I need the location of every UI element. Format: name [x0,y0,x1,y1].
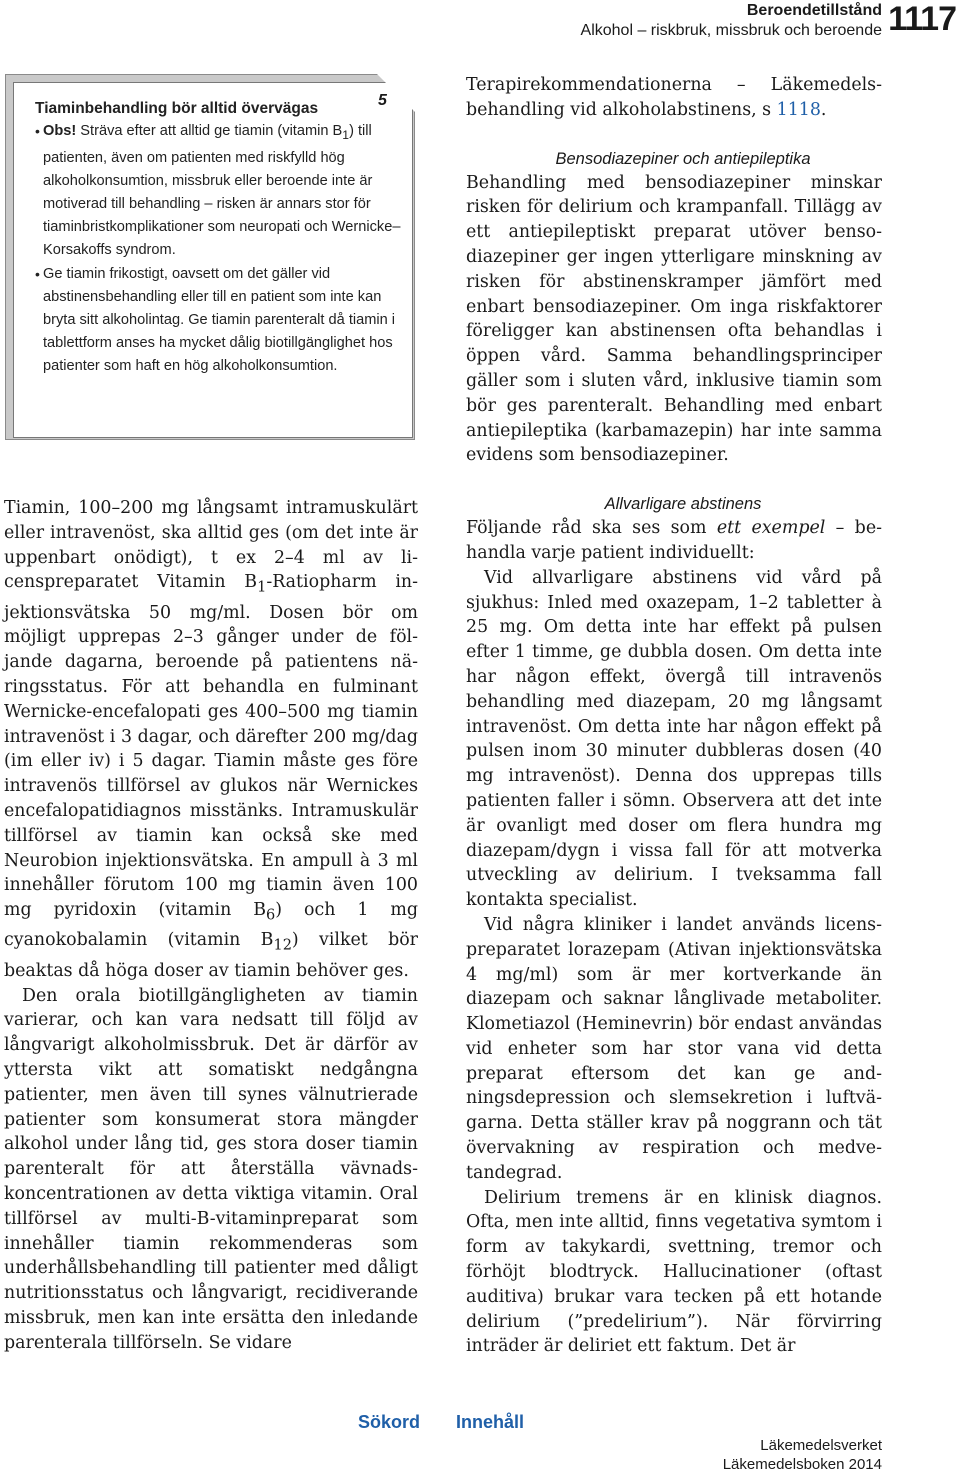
fact-box-content [35,97,405,378]
header-subtitle: Alkohol – riskbruk, missbruk och beroende [580,22,882,39]
body-paragraph: Vid allvarligare abstinens vid vård på sjukhus: Inled med oxazepam, 1–2 tabletter à 25 mg. Om detta inte har effekt på pulsen efter 1 timme, ge dubbla dosen. Om detta inte har någon effekt, övergå till intravenös behandling med diazepam, 20 mg långsamt intravenöst. Om detta inte har någon effekt på pulsen inom 30 minuter dubbleras dosen (40 mg intravenöst). Denna dos upprepas tills patienten faller i sömn. Observera att det inte är ovanligt med doser om flera hundra mg diazepam/dygn i vissa fall för att motverka utveckling av delirium. I tveksamma fall kontakta specialist. [466,567,882,911]
footer-navigation [358,1412,560,1433]
subscript: 1 [257,579,267,596]
body-paragraph [466,516,882,566]
text-run: . [820,99,827,120]
footer-publisher: Läkemedelsverket [760,1437,882,1454]
text-run: – behandla varje patient individuellt: [466,518,882,563]
subheading: Bensodiazepiner och antiepileptika [555,149,811,168]
subheading: Allvarligare abstinens [604,495,762,514]
fact-box [5,74,415,440]
right-column [466,73,882,1359]
footer-book-title: Läkemedelsboken 2014 [722,1456,882,1473]
header-section-title: Beroendetillstånd [746,2,882,19]
fact-box-level-number: 5 [378,92,387,109]
fact-box-title: Tiaminbehandling bör alltid övervägas [35,100,319,117]
text-run: ) och 1 mg cyanokobalamin (vitamin B [4,900,418,951]
body-paragraph: Delirium tremens är en klinisk diagnos. Ofta, men inte alltid, finns vegetativa symtom i form av takykardi, svettning, tremor och förhöjt blodtryck. Hallucinationer (oftast auditiva) brukar vara tecken på ett hotande delirium (”predelirium”). När förvirring inträder är deliriet ett faktum. Det är [466,1187,882,1357]
text-run: Tiamin, 100–200 mg långsamt intramuskulärt eller intravenöst, ska alltid ges (om det inte är uppenbart onödigt), t ex 2–4 ml av licenspreparatet Vitamin B [4,498,418,593]
subscript: 1 [342,128,350,142]
obs-label: Obs! [43,123,77,140]
text-run: ) vilket bör beaktas då höga doser av tiamin behöver ges. [4,930,418,981]
subscript: 12 [273,937,292,954]
text-run: Terapirekommendationerna – Läkemedelsbehandling vid alkoholabstinens, s [466,75,882,120]
body-paragraph [466,73,882,123]
page-number: 1117 [888,0,956,38]
search-index-link[interactable]: Sökord [358,1412,421,1432]
emphasis: ett exempel [716,518,826,539]
left-column [4,496,418,1356]
fact-box-bullet: • Ge tiamin frikostigt, oavsett om det gäller vid abstinensbehandling eller till en patient som inte kan bryta sitt alkoholintag. Ge tiamin parenteralt då tiamin i tablettform anses ha mycket dålig biotillgänglighet hos patienter som haft en hög alkoholkonsumtion. [43,263,405,378]
bullet-text: Sträva efter att alltid ge tiamin (vitamin B [76,123,343,140]
body-paragraph: Vid några kliniker i landet används licenspreparatet lorazepam (Ativan injektionsvätska 4 mg/ml) som är mer kortverkande än diazepam och saknar långlivade metaboliter. Klometiazol (Heminevrin) bör endast användas vid enheter som har stor vana vid detta preparat eftersom det kan ge andningsdepression och slemsekretion i luftvägarna. Detta ställer krav på noggrann och tät övervakning av respiration och medvetandegrad. [466,914,882,1183]
page-reference-link[interactable]: 1118 [776,99,821,120]
body-paragraph: Den orala biotillgängligheten av tiamin varierar, och kan vara nedsatt till följd av långvarigt alkoholmissbruk. Det är därför av yttersta vikt att somatiskt nedgångna patienter, men även till synes välnutrierade patienter som konsumerat stora mängder alkohol under lång tid, ges stora doser tiamin parenteralt för att återställa vävnadskoncentrationen av detta viktiga vitamin. Oral tillförsel av multi-B-vitaminpreparat som innehåller tiamin rekommenderas som underhållsbehandling till patienter med dåligt nutritionsstatus och långvarigt, recidiverande missbruk, men kan inte ersätta den inledande parenterala tillförseln. Se vidare [4,985,418,1353]
spacer [466,123,882,147]
body-paragraph [4,496,418,984]
subscript: 6 [266,907,276,924]
body-paragraph: Behandling med bensodiazepiner minskar risken för delirium och krampanfall. Tillägg av ett antiepileptiskt preparat utöver bensodiazepiner ger ingen ytterligare minskning av risken för abstinenskramper jämfört med enbart bensodiazepiner. Om inga riskfaktorer föreligger kan abstinensen ofta behandlas i öppen vård. Samma behandlingsprinciper gäller som i sluten vård, inklusive tiamin som bör ges parenteralt. Behandling med enbart antiepileptika (karbamazepin) har inte samma evidens som bensodiazepiner. [466,172,882,466]
bullet-text: ) till patienten, även om patienten med riskfylld hög alkoholkonsumtion, missbruk eller beroende inte är motiverad till behandling – risken är annars stor för tiaminbristkomplikationer som neuropati och Wernicke–Korsakoffs syndrom. [43,123,401,259]
text-run: -Ratiopharm injektionsvätska 50 mg/ml. Dosen bör om möjligt upprepas 2–3 gånger under de följande dagarna, beroende på patientens näringsstatus. För att behandla en fulminant Wernicke-encefalopati ges 400–500 mg tiamin intravenöst i 3 dagar, och därefter 200 mg/dag (im eller iv) i 5 dagar. Tiamin måste ges före intravenös tillförsel av glukos när Wernickes encefalopatidiagnos misstänks. Intramuskulär tillförsel av tiamin kan också ske med Neurobion injektionsvätska. En ampull à 3 ml innehåller förutom 100 mg tiamin även 100 mg pyridoxin (vitamin B [4,572,418,921]
contents-link[interactable]: Innehåll [456,1412,525,1432]
fact-box-list [35,120,405,378]
spacer [466,468,882,492]
fact-box-bullet [43,120,405,262]
text-run: Följande råd ska ses som [466,518,717,539]
